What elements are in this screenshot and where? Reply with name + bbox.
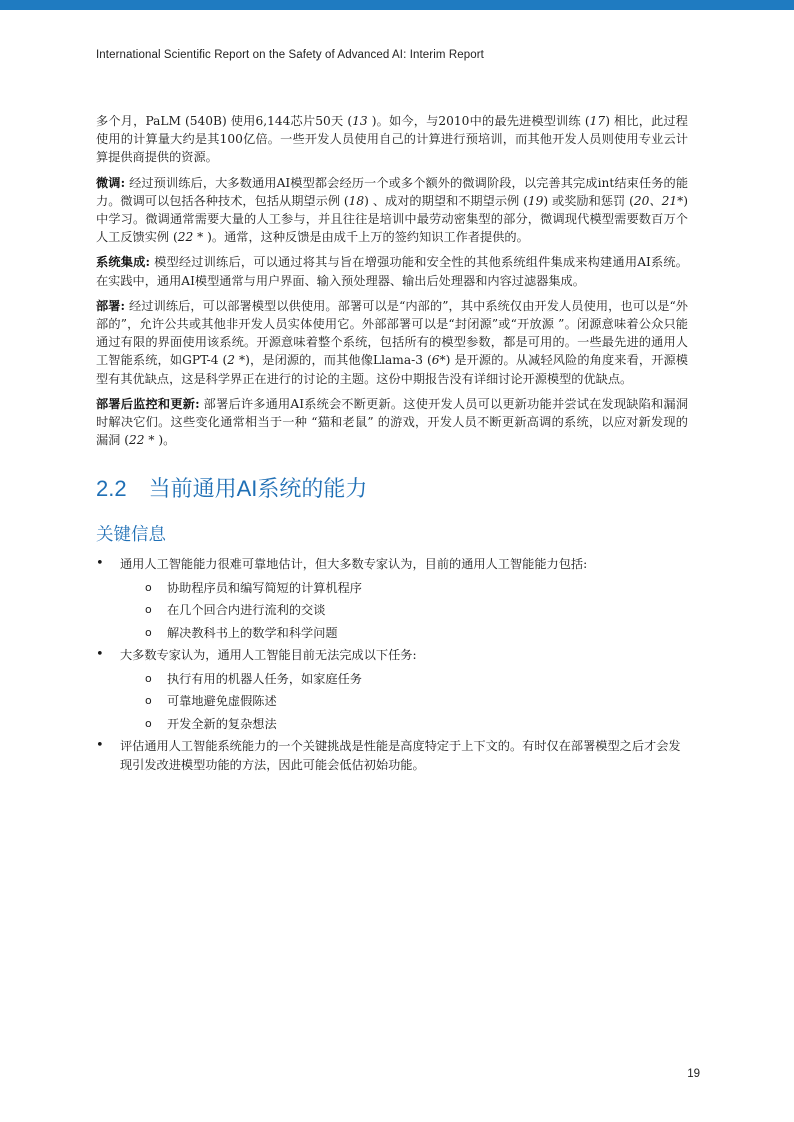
term-label: 微调: — [96, 175, 126, 190]
citation[interactable]: 19 — [527, 193, 544, 208]
paragraph-pretraining-compute: 多个月，PaLM (540B) 使用6,144芯片50天 (13 )。如今，与2010中的最先进模型训练 (17) 相比，此过程使用的计算量大约是其100亿倍。一些开发人员使用自己的计算进行预培训，而其他开发人员则使用专业云计算提供商提供的资源。 — [96, 114, 688, 165]
citation[interactable]: 22 * — [129, 433, 155, 448]
circle-bullet-icon: o — [145, 580, 152, 594]
citation[interactable]: 6* — [431, 353, 446, 368]
bullet-icon: • — [96, 556, 104, 572]
circle-bullet-icon: o — [145, 625, 152, 639]
sub-list-item: o 协助程序员和编写简短的计算机程序 — [120, 579, 688, 597]
key-info-list — [96, 555, 688, 773]
paragraph-system-integration: 系统集成: 模型经过训练后，可以通过将其与旨在增强功能和安全性的其他系统组件集成来构建通用AI系统。在实践中，通用AI模型通常与用户界面、输入预处理器、输出后处理器和内容过滤器集成。 — [96, 255, 688, 288]
section-number: 2.2 — [96, 476, 127, 502]
citation[interactable]: 20、21* — [633, 193, 684, 208]
bullet-icon: • — [96, 647, 104, 663]
sub-list — [120, 579, 688, 642]
citation[interactable]: 22 * — [177, 230, 204, 245]
page-number: 19 — [687, 1068, 700, 1080]
sub-list-item: o 在几个回合内进行流利的交谈 — [120, 601, 688, 619]
page-content — [96, 112, 688, 778]
citation[interactable]: 17 — [589, 114, 606, 128]
paragraph-monitoring-updates: 部署后监控和更新: 部署后许多通用AI系统会不断更新。这使开发人员可以更新功能并尝试在发现缺陷和漏洞时解决它们。这些变化通常相当于一种 “猫和老鼠” 的游戏，开发人员不断更新高调的系统，以应对新发现的漏洞 (22 * )。 — [96, 396, 689, 448]
circle-bullet-icon: o — [145, 603, 152, 617]
circle-bullet-icon: o — [145, 716, 152, 730]
citation[interactable]: 18 — [348, 193, 365, 208]
key-info-heading: 关键信息 — [96, 525, 166, 546]
term-label: 系统集成: — [96, 255, 151, 270]
term-label: 部署: — [96, 298, 126, 313]
circle-bullet-icon: o — [145, 671, 152, 685]
sub-list-item: o 执行有用的机器人任务，如家庭任务 — [120, 670, 688, 688]
sub-list-item: o 可靠地避免虚假陈述 — [120, 692, 688, 710]
paragraph-fine-tuning: 微调: 经过预训练后，大多数通用AI模型都会经历一个或多个额外的微调阶段，以完善其完成int结束任务的能力。微调可以包括各种技术，包括从期望示例 (18) 、成对的期望和不期望示例 (19) 或奖励和惩罚 (20、21*) 中学习。微调通常需要大量的人工参与，并且往往是培训中最劳动密集型的部分，微调现代模型需要数百万个人工反馈实例 (22 * )。通常，这种反馈是由成千上万的签约知识工作者提供的。 — [96, 175, 689, 245]
sub-list-item: o 开发全新的复杂想法 — [120, 715, 688, 733]
circle-bullet-icon: o — [145, 694, 152, 708]
paragraph-deployment: 部署: 经过训练后，可以部署模型以供使用。部署可以是“内部的”，其中系统仅由开发人员使用，也可以是“外部的”，允许公共或其他非开发人员实体使用它。外部部署可以是“封闭源”或“开放源 ”。闭源意味着公众只能通过有限的界面使用该系统。开源意味着整个系统，包括所有的模型参数，都是可用的。一些最先进的通用人工智能系统，如GPT-4 (2 *)，是闭源的，而其他像Llama-3 (6*) 是开源的。从减轻风险的角度来看，开源模型有其优缺点，这是科学界正在进行的讨论的主题。这份中期报告没有详细讨论开源模型的优缺点。 — [96, 298, 688, 386]
list-item: • 评估通用人工智能系统能力的一个关键挑战是性能是高度特定于上下文的。有时仅在部署模型之后才会发现引发改进模型功能的方法，因此可能会低估初始功能。 — [96, 738, 681, 772]
citation[interactable]: 13 — [352, 114, 368, 128]
list-item: • 大多数专家认为，通用人工智能目前无法完成以下任务: o 执行有用的机器人任务，如家庭任务 o 可靠地避免虚假陈述 o 开发全新的复杂想法 — [96, 646, 688, 733]
sub-list-item: o 解决教科书上的数学和科学问题 — [120, 624, 688, 642]
section-heading — [96, 473, 688, 505]
bullet-icon: • — [96, 738, 104, 754]
running-header: International Scientific Report on the Safety of Advanced AI: Interim Report — [96, 49, 484, 61]
list-item: • 通用人工智能能力很难可靠地估计，但大多数专家认为，目前的通用人工智能能力包括: o 协助程序员和编写简短的计算机程序 o 在几个回合内进行流利的交谈 o 解决教科书上的数学和科学问题 — [96, 555, 688, 642]
sub-list — [120, 670, 688, 733]
citation[interactable]: 2 * — [227, 353, 246, 368]
top-accent-bar — [0, 0, 794, 10]
term-label: 部署后监控和更新: — [96, 396, 200, 411]
section-title: 当前通用AI系统的能力 — [148, 476, 368, 502]
